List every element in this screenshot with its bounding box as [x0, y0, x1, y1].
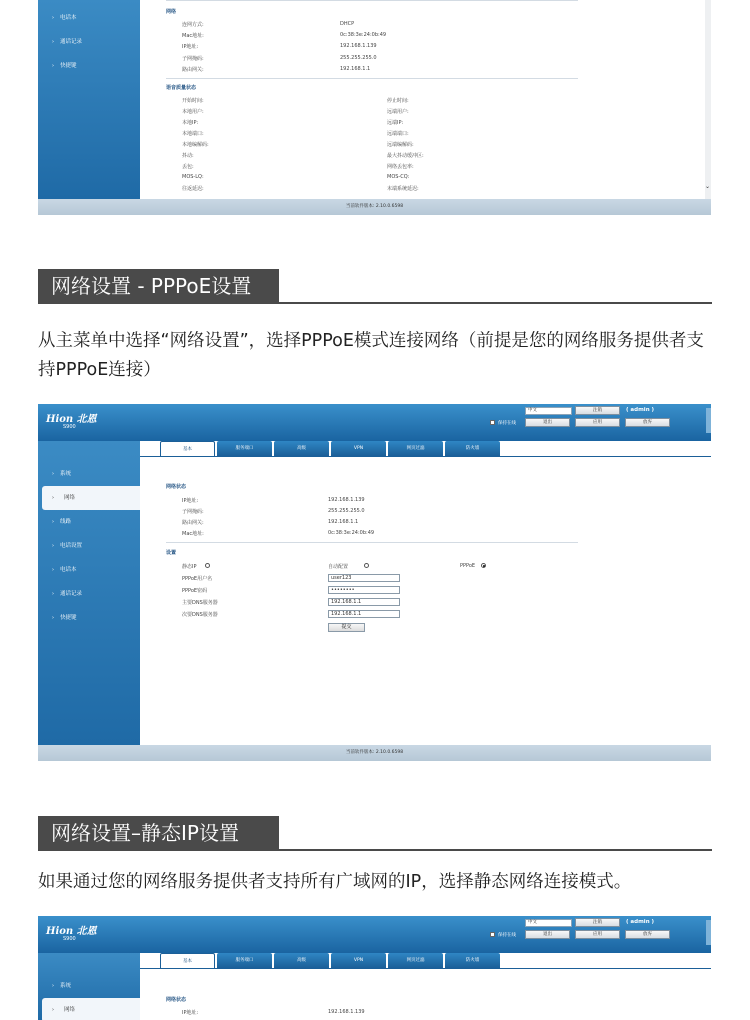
label: IP地址: [182, 1010, 199, 1016]
logout-button[interactable]: 注销 [575, 918, 620, 927]
label: 主要DNS服务器 [182, 600, 218, 606]
chevron-right-icon: › [52, 983, 54, 989]
label: 路由网关: [182, 520, 204, 526]
version-footer: 当前软件版本: 2.10.0.6598 [38, 745, 711, 761]
label: 网络丢包率: [387, 164, 414, 170]
static-ip-radio[interactable] [205, 563, 210, 568]
sidebar-item-phonebook[interactable]: › 电话本 [38, 558, 140, 582]
tab-advanced[interactable]: 高级 [274, 953, 329, 968]
label: PPPoE密码 [182, 588, 208, 594]
label: 子网掩码: [182, 56, 204, 62]
label: 本地编解码: [182, 142, 209, 148]
tab-advanced[interactable]: 高级 [274, 441, 329, 456]
section-heading-static-ip: 网络设置–静态IP设置 [38, 816, 279, 850]
chevron-right-icon: › [52, 39, 54, 45]
network-content [140, 969, 711, 1020]
tab-web-filter[interactable]: 网页过滤 [388, 441, 443, 456]
keep-online-checkbox[interactable] [490, 932, 495, 937]
label: 本地IP: [182, 120, 199, 126]
sidebar-item-phonebook[interactable]: › 电话本 [38, 6, 140, 30]
user-label: ( admin ) [626, 407, 655, 413]
static-ip-label: 静态IP [182, 564, 197, 570]
tab-web-filter[interactable]: 网页过滤 [388, 953, 443, 968]
version-footer: 当前软件版本: 2.10.0.6598 [38, 199, 711, 215]
sidebar [38, 441, 140, 745]
chevron-right-icon: › [52, 615, 54, 621]
screenshot-pppoe [38, 404, 711, 761]
tab-vpn[interactable]: VPN [331, 441, 386, 456]
value: 255.255.255.0 [328, 508, 365, 514]
value: 192.168.1.1 [328, 519, 359, 525]
chevron-right-icon: › [52, 567, 54, 573]
logout-button[interactable]: 注销 [575, 406, 620, 415]
language-select[interactable]: 中文 [525, 919, 572, 927]
sidebar-item-system[interactable]: › 系统 [38, 974, 140, 998]
network-content [140, 457, 711, 745]
user-label: ( admin ) [626, 919, 655, 925]
value: DHCP [340, 21, 355, 27]
label: 丢包: [182, 164, 194, 170]
section-heading-pppoe: 网络设置 - PPPoE设置 [38, 269, 279, 303]
label: Mac地址: [182, 531, 204, 537]
label: 开始时间: [182, 98, 204, 104]
chevron-right-icon: › [52, 1007, 54, 1013]
side-tab[interactable] [706, 920, 711, 945]
exit-button[interactable]: 退出 [525, 930, 570, 939]
label: IP地址: [182, 498, 199, 504]
side-tab[interactable] [706, 408, 711, 433]
label: 末端系统延迟: [387, 186, 419, 192]
label: Mac地址: [182, 33, 204, 39]
submit-button[interactable]: 提交 [328, 623, 365, 632]
pppoe-label: PPPoE [460, 563, 476, 569]
divider [38, 302, 712, 304]
sidebar-item-shortcuts[interactable]: › 快捷键 [38, 606, 140, 630]
sidebar-item-network[interactable]: › 网络 [42, 486, 140, 510]
network-status-title: 网络状态 [166, 997, 187, 1003]
network-status-title: 网络状态 [166, 484, 187, 490]
value: 192.168.1.139 [340, 43, 377, 49]
sidebar-item-shortcuts[interactable]: › 快捷键 [38, 54, 140, 78]
sidebar-item-lines[interactable]: › 线路 [38, 510, 140, 534]
value: 0c:38:3e:24:0b:49 [328, 530, 375, 536]
label: 停止时间: [387, 98, 409, 104]
chevron-right-icon: › [52, 591, 54, 597]
sidebar-item-system[interactable]: › 系统 [38, 462, 140, 486]
voice-section-title: 语音质量状态 [166, 85, 197, 91]
chevron-right-icon: › [52, 15, 54, 21]
chevron-right-icon: › [52, 495, 54, 501]
label: 本地用户: [182, 109, 204, 115]
label: IP地址: [182, 44, 199, 50]
pppoe-password-input[interactable]: •••••••• [328, 586, 400, 594]
paragraph-static-ip: 如果通过您的网络服务提供者支持所有广域网的IP，选择静态网络连接模式。 [38, 872, 632, 892]
sidebar-item-phone-settings[interactable]: › 电话设置 [38, 534, 140, 558]
label: 次要DNS服务器 [182, 612, 218, 618]
label: 远端IP: [387, 120, 404, 126]
label: MOS-CQ: [387, 174, 410, 180]
label: 远端用户: [387, 109, 409, 115]
pppoe-radio[interactable] [481, 563, 486, 568]
cancel-button[interactable]: 放弃 [625, 930, 670, 939]
language-select[interactable]: 中文 [525, 407, 572, 415]
settings-title: 设置 [166, 550, 177, 556]
divider [166, 78, 578, 79]
value: 0c:38:3e:24:0b:49 [340, 32, 387, 38]
label: 远端编解码: [387, 142, 414, 148]
header-bar [38, 404, 711, 441]
header-bar [38, 916, 711, 953]
sidebar-item-network[interactable]: › 网络 [42, 998, 140, 1020]
tab-firewall[interactable]: 防火墙 [445, 441, 500, 456]
value: 192.168.1.139 [328, 497, 365, 503]
paragraph-pppoe: 从主菜单中选择“网络设置”，选择PPPoE模式连接网络（前提是您的网络服务提供者支持PPPoE连接） [38, 331, 704, 380]
label: PPPoE用户名 [182, 576, 213, 582]
scrollbar[interactable] [705, 0, 711, 199]
screenshot-static-ip [38, 916, 711, 1020]
label: 路由网关: [182, 67, 204, 73]
value: 192.168.1.1 [340, 66, 371, 72]
apply-button[interactable]: 应用 [575, 930, 620, 939]
chevron-right-icon: › [52, 543, 54, 549]
chevron-right-icon: › [52, 63, 54, 69]
network-section-title: 网络 [166, 9, 177, 15]
exit-button[interactable]: 退出 [525, 418, 570, 427]
cancel-button[interactable]: 放弃 [625, 418, 670, 427]
tab-basic[interactable]: 基本 [160, 441, 215, 456]
sidebar [38, 953, 140, 1020]
model-label: S900 [63, 936, 76, 942]
model-label: S900 [63, 424, 76, 430]
value: 192.168.1.139 [328, 1009, 365, 1015]
label: 往返延迟: [182, 186, 204, 192]
tab-vpn[interactable]: VPN [331, 953, 386, 968]
keep-online-label: 保持在线 [498, 933, 516, 938]
auto-config-radio[interactable] [364, 563, 369, 568]
secondary-dns-input[interactable]: 192.168.1.1 [328, 610, 400, 618]
chevron-right-icon: › [52, 519, 54, 525]
label: 远端端口: [387, 131, 409, 137]
apply-button[interactable]: 应用 [575, 418, 620, 427]
label: 本地端口: [182, 131, 204, 137]
tab-firewall[interactable]: 防火墙 [445, 953, 500, 968]
value: 255.255.255.0 [340, 55, 377, 61]
brand-logo: Hion 北恩 [46, 926, 97, 937]
chevron-right-icon: › [52, 471, 54, 477]
screenshot-status [38, 0, 711, 215]
label: MOS-LQ: [182, 174, 204, 180]
auto-config-label: 自动配置 [328, 564, 349, 570]
label: 连网方式: [182, 22, 204, 28]
label: 最大抖动缓冲区: [387, 153, 424, 159]
primary-dns-input[interactable]: 192.168.1.1 [328, 598, 400, 606]
tab-service-ports[interactable]: 服务端口 [217, 441, 272, 456]
divider [166, 542, 578, 543]
tab-basic[interactable]: 基本 [160, 953, 215, 968]
label: 抖动: [182, 153, 194, 159]
keep-online-label: 保持在线 [498, 421, 516, 426]
divider [38, 849, 712, 851]
brand-logo: Hion 北恩 [46, 414, 97, 425]
sidebar-item-call-log[interactable]: › 通话记录 [38, 582, 140, 606]
sidebar-item-call-log[interactable]: › 通话记录 [38, 30, 140, 54]
label: 子网掩码: [182, 509, 204, 515]
divider [166, 0, 578, 1]
status-content [140, 0, 711, 199]
pppoe-username-input[interactable]: user123 [328, 574, 400, 582]
sidebar [38, 0, 140, 199]
keep-online-checkbox[interactable] [490, 420, 495, 425]
tab-service-ports[interactable]: 服务端口 [217, 953, 272, 968]
chevron-down-icon[interactable]: ⌄ [704, 183, 710, 190]
